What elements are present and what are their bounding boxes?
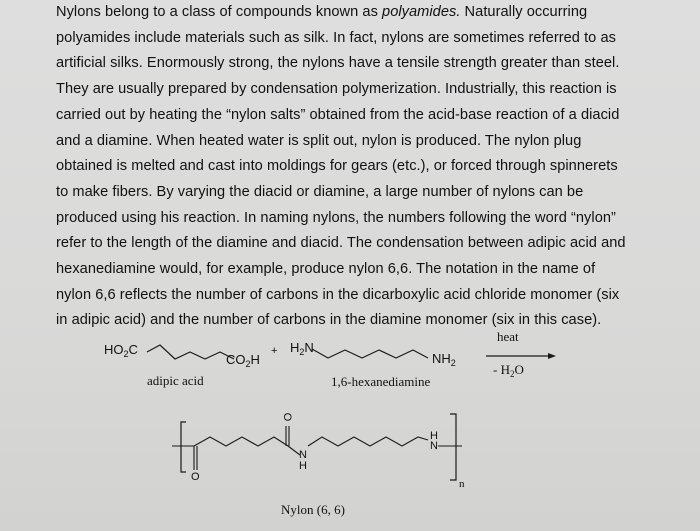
left-bracket (181, 422, 186, 472)
text-line-2: polyamides include materials such as silk. In fact, nylons are sometimes referred to as (56, 29, 616, 46)
polyamides-term: polyamides. (382, 4, 461, 20)
nylon-polymer-structure (172, 414, 462, 480)
arrow-condition-heat: heat (497, 329, 519, 344)
text-line-5: carried out by heating the “nylon salts” obtained from the acid-base reaction of a diacid (56, 106, 620, 123)
adipic-acid-chain (147, 345, 234, 359)
plus-sign: + (271, 345, 278, 357)
nylon-product-label: Nylon (6, 6) (281, 502, 345, 517)
amide-hydrogen-2: H (430, 430, 438, 442)
text-line-13: in adipic acid) and the number of carbons in the diamine monomer (six in this case). (56, 312, 602, 329)
text-line-7: obtained is melted and cast into moldings for gears (etc.), or forced through spinnerets (56, 158, 618, 175)
repeat-unit-subscript: n (459, 478, 465, 490)
text-line-8: to make fibers. By varying the diacid or diamine, a large number of nylons can be (56, 183, 584, 200)
hexanediamine-left-group: $H_2N$ (290, 340, 314, 357)
text-line-10: refer to the length of the diamine and diacid. The condensation between adipic acid and (56, 235, 626, 252)
amide-nitrogen-2: N (430, 440, 438, 452)
hexanediamine-label: 1,6-hexanediamine (331, 374, 431, 389)
text-line-9: produced using his reaction. In naming nylons, the numbers following the word “nylon” (56, 209, 616, 226)
text-line-12: nylon 6,6 reflects the number of carbons in the dicarboxylic acid chloride monomer (six (56, 286, 620, 303)
adipic-acid-left-group: $HO_2C$ (104, 342, 138, 359)
text-line-4: They are usually prepared by condensation polymerization. Industrially, this reaction is (56, 81, 617, 98)
carbonyl-oxygen-top: O (282, 412, 295, 422)
hexanediamine-right-group: $NH_2$ (432, 351, 456, 368)
text-line-11: hexanediamine would, for example, produce nylon 6,6. The notation in the name of (56, 261, 596, 278)
carbonyl-oxygen-bottom: O (191, 471, 200, 483)
right-bracket (450, 414, 456, 480)
text-line-6: and a diamine. When heated water is split out, nylon is produced. The nylon plug (56, 132, 582, 149)
adipic-acid-right-group: $CO_2H$ (226, 352, 260, 369)
adipic-acid-label: adipic acid (147, 373, 204, 388)
text-line-1: Nylons belong to a class of compounds known as polyamides. Naturally occurring (56, 4, 588, 20)
amide-nitrogen-1: N (299, 449, 307, 461)
reaction-arrow (486, 353, 556, 359)
text-line-3: artificial silks. Enormously strong, the nylons have a tensile strength greater than steel. (56, 55, 620, 72)
hexanediamine-chain (312, 349, 428, 358)
amide-hydrogen-1: H (299, 460, 307, 472)
arrow-condition-water-loss: - $H_2O$ (493, 362, 524, 379)
